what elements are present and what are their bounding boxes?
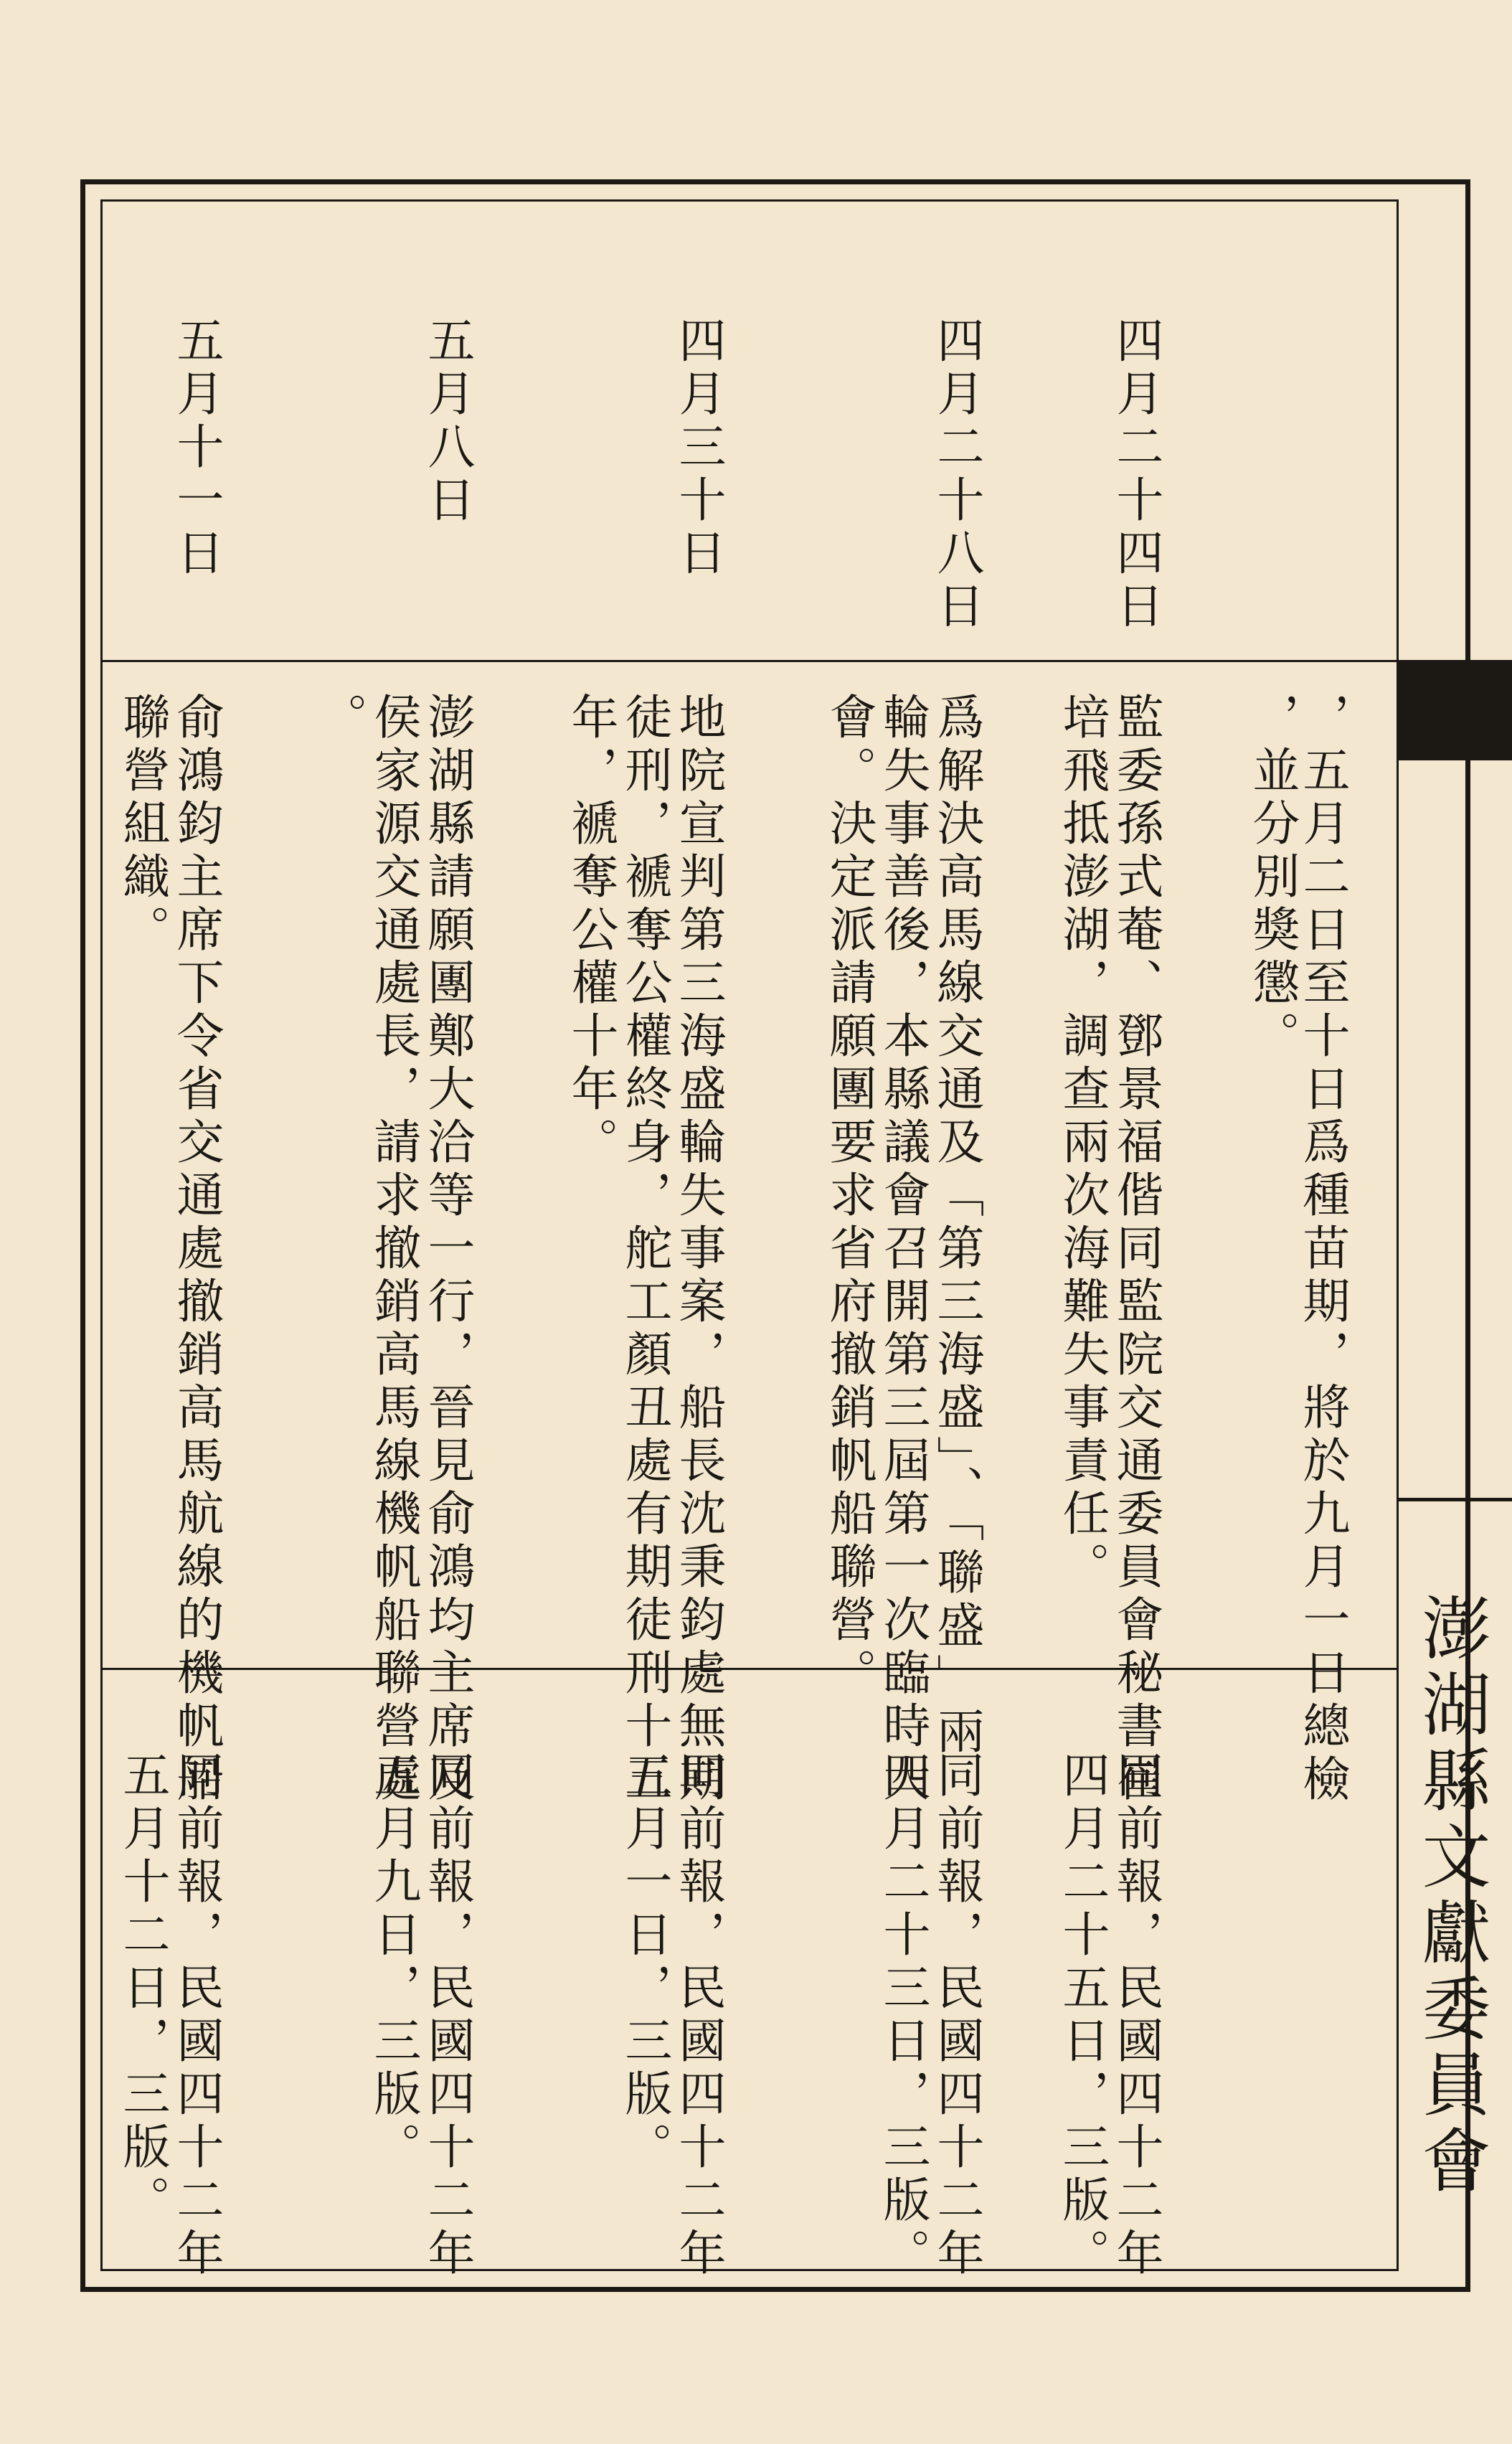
entry-source-line: 同前報，民國四十二年	[1108, 1750, 1163, 2281]
inner-border	[100, 199, 1399, 2271]
side-title: 澎湖縣文獻委員會	[1411, 1593, 1491, 2201]
entry-event-line: 培飛抵澎湖，調查兩次海難失事責任。	[1054, 692, 1110, 1595]
entry-source-line: 五月九日，三版。	[366, 1750, 421, 2175]
divider-date-event	[100, 660, 1399, 662]
entry-event-line: 會。決定派請願團要求省府撤銷帆船聯營。	[821, 692, 877, 1701]
entry-event-line: 聯營組織。	[115, 692, 170, 958]
entry-date: 四月三十日	[671, 316, 726, 581]
entry-source-line: 四月二十三日，三版。	[875, 1750, 930, 2281]
edge-rule	[1399, 1498, 1512, 1501]
entry-date: 五月十一日	[169, 316, 224, 581]
entry-event-line: ，並分別獎懲。	[1244, 692, 1300, 1064]
entry-source-line: 同前報，民國四十二年	[929, 1750, 984, 2281]
entry-source-line: 同前報，民國四十二年	[671, 1750, 726, 2281]
entry-source-line: 同前報，民國四十二年	[420, 1750, 475, 2281]
entry-event-line: ，五月二日至十日爲種苗期，將於九月一日總檢	[1295, 692, 1350, 1807]
entry-event-line: 監委孫式菴、鄧景福偕同監院交通委員會秘書崔	[1108, 692, 1163, 1807]
entry-event-line: 俞鴻鈞主席下令省交通處撤銷高馬航線的機帆船	[169, 692, 224, 1807]
edge-tab	[1399, 660, 1512, 760]
entry-event-line: 。	[312, 692, 367, 745]
entry-source-line: 五月一日，三版。	[617, 1750, 672, 2175]
entry-event-line: 年，褫奪公權十年。	[563, 692, 618, 1170]
entry-event-line: 輪失事善後，本縣議會召開第三屆第一次臨時大	[875, 692, 930, 1807]
entry-source-line: 同前報，民國四十二年	[169, 1750, 224, 2281]
entry-event-line: 澎湖縣請願團鄭大洽等一行，晉見俞鴻均主席及	[420, 692, 475, 1807]
entry-date: 五月八日	[420, 316, 475, 528]
entry-date: 四月二十八日	[929, 316, 984, 634]
entry-event-line: 徒刑，褫奪公權終身，舵工顏丑處有期徒刑十五	[617, 692, 672, 1807]
entry-source-line: 五月十二日，三版。	[115, 1750, 170, 2228]
entry-event-line: 侯家源交通處長，請求撤銷高馬線機帆船聯營處	[366, 692, 421, 1807]
entry-event-line: 地院宣判第三海盛輪失事案，船長沈秉鈞處無期	[671, 692, 726, 1807]
entry-date: 四月二十四日	[1108, 316, 1163, 634]
entry-source-line: 四月二十五日，三版。	[1054, 1750, 1110, 2281]
entry-event-line: 爲解決高馬線交通及「第三海盛」、「聯盛」兩	[929, 692, 984, 1760]
divider-event-source	[100, 1668, 1399, 1670]
